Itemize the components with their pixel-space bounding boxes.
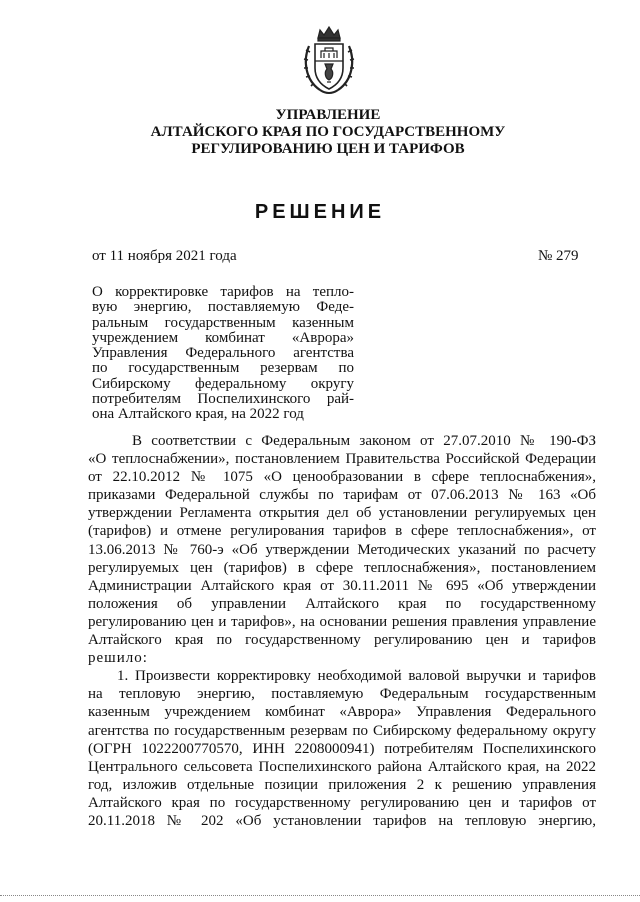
issuing-authority — [100, 107, 556, 158]
coat-of-arms-icon — [300, 24, 358, 98]
body-line: регулированию цен и тарифов», на основании решения правления управление — [88, 613, 596, 630]
authority-line: РЕГУЛИРОВАНИЮ ЦЕН И ТАРИФОВ — [191, 141, 465, 157]
body-line: регулируемых цен (тарифов) в сфере теплоснабжения», постановлением — [88, 559, 596, 576]
body-line: казенным учреждением комбинат «Аврора» Управления Федерального — [88, 704, 596, 721]
body-line: Администрации Алтайского края от 30.11.2011 № 695 «Об утверждении — [88, 577, 596, 594]
page-bottom-edge — [0, 895, 640, 897]
authority-line: УПРАВЛЕНИЕ — [275, 107, 381, 123]
body-line: Алтайского края по государственному регулированию цен и тарифов — [88, 632, 596, 649]
subject-line: О корректировке тарифов на тепло- — [92, 284, 354, 300]
subject-line: Сибирскому федеральному округу — [92, 375, 354, 392]
document-number: № 279 — [538, 248, 579, 264]
document-body — [88, 432, 596, 830]
body-line: Центрального сельсовета Поспелихинского района Алтайского края, на 2022 — [88, 758, 596, 775]
body-line: год, изложив отдельные позиции приложения 2 к решению управления — [88, 776, 596, 793]
body-line: В соответствии с Федеральным законом от 27.07.2010 № 190-ФЗ — [132, 433, 596, 449]
body-line: приказами Федеральной службы по тарифам от 07.06.2013 № 163 «Об — [88, 487, 596, 504]
subject-line: по государственным резервам по — [92, 360, 354, 377]
body-line: 1. Произвести корректировку необходимой валовой выручки и тарифов — [117, 668, 596, 685]
body-line: «О теплоснабжении», постановлением Правительства Российской Федерации — [88, 451, 596, 468]
body-line-resolution: решило: — [88, 650, 148, 667]
body-line: положения об управлении Алтайского края по государственному — [88, 595, 596, 612]
body-line: 20.11.2018 № 202 «Об установлении тарифов на тепловую энергию, — [88, 812, 596, 829]
subject-line: она Алтайского края, на 2022 год — [92, 406, 304, 423]
subject-line: учреждением комбинат «Аврора» — [92, 329, 354, 346]
document-date: от 11 ноября 2021 года — [92, 248, 237, 264]
body-line: агентства по государственным резервам по Сибирскому федеральному округу — [88, 722, 596, 739]
subject-line: вую энергию, поставляемую Феде- — [92, 299, 354, 316]
body-line: (ОГРН 1022200770570, ИНН 2208000941) потребителям Поспелихинского — [88, 740, 596, 757]
body-line: (тарифов) и отмене регулирования тарифов в сфере теплоснабжения», от — [88, 523, 596, 540]
subject-line: Управления Федерального агентства — [92, 345, 354, 362]
document-type-title: РЕШЕНИЕ — [254, 201, 386, 223]
authority-line: АЛТАЙСКОГО КРАЯ ПО ГОСУДАРСТВЕННОМУ — [150, 124, 506, 140]
body-line: Алтайского края по государственному регулированию цен и тарифов от — [88, 794, 596, 811]
subject-line: потребителям Поспелихинского рай- — [92, 391, 354, 408]
body-line: от 22.10.2012 № 1075 «О ценообразовании в сфере теплоснабжения», — [88, 469, 596, 486]
subject-line: ральным государственным казенным — [92, 314, 354, 331]
body-line: на тепловую энергию, поставляемую Федеральным государственным — [88, 686, 596, 703]
document-subject — [92, 285, 354, 423]
body-line: утверждении Регламента открытия дел об установлении регулируемых цен — [88, 505, 596, 522]
body-line: 13.06.2013 № 760-э «Об утверждении Методических указаний по расчету — [88, 541, 596, 558]
